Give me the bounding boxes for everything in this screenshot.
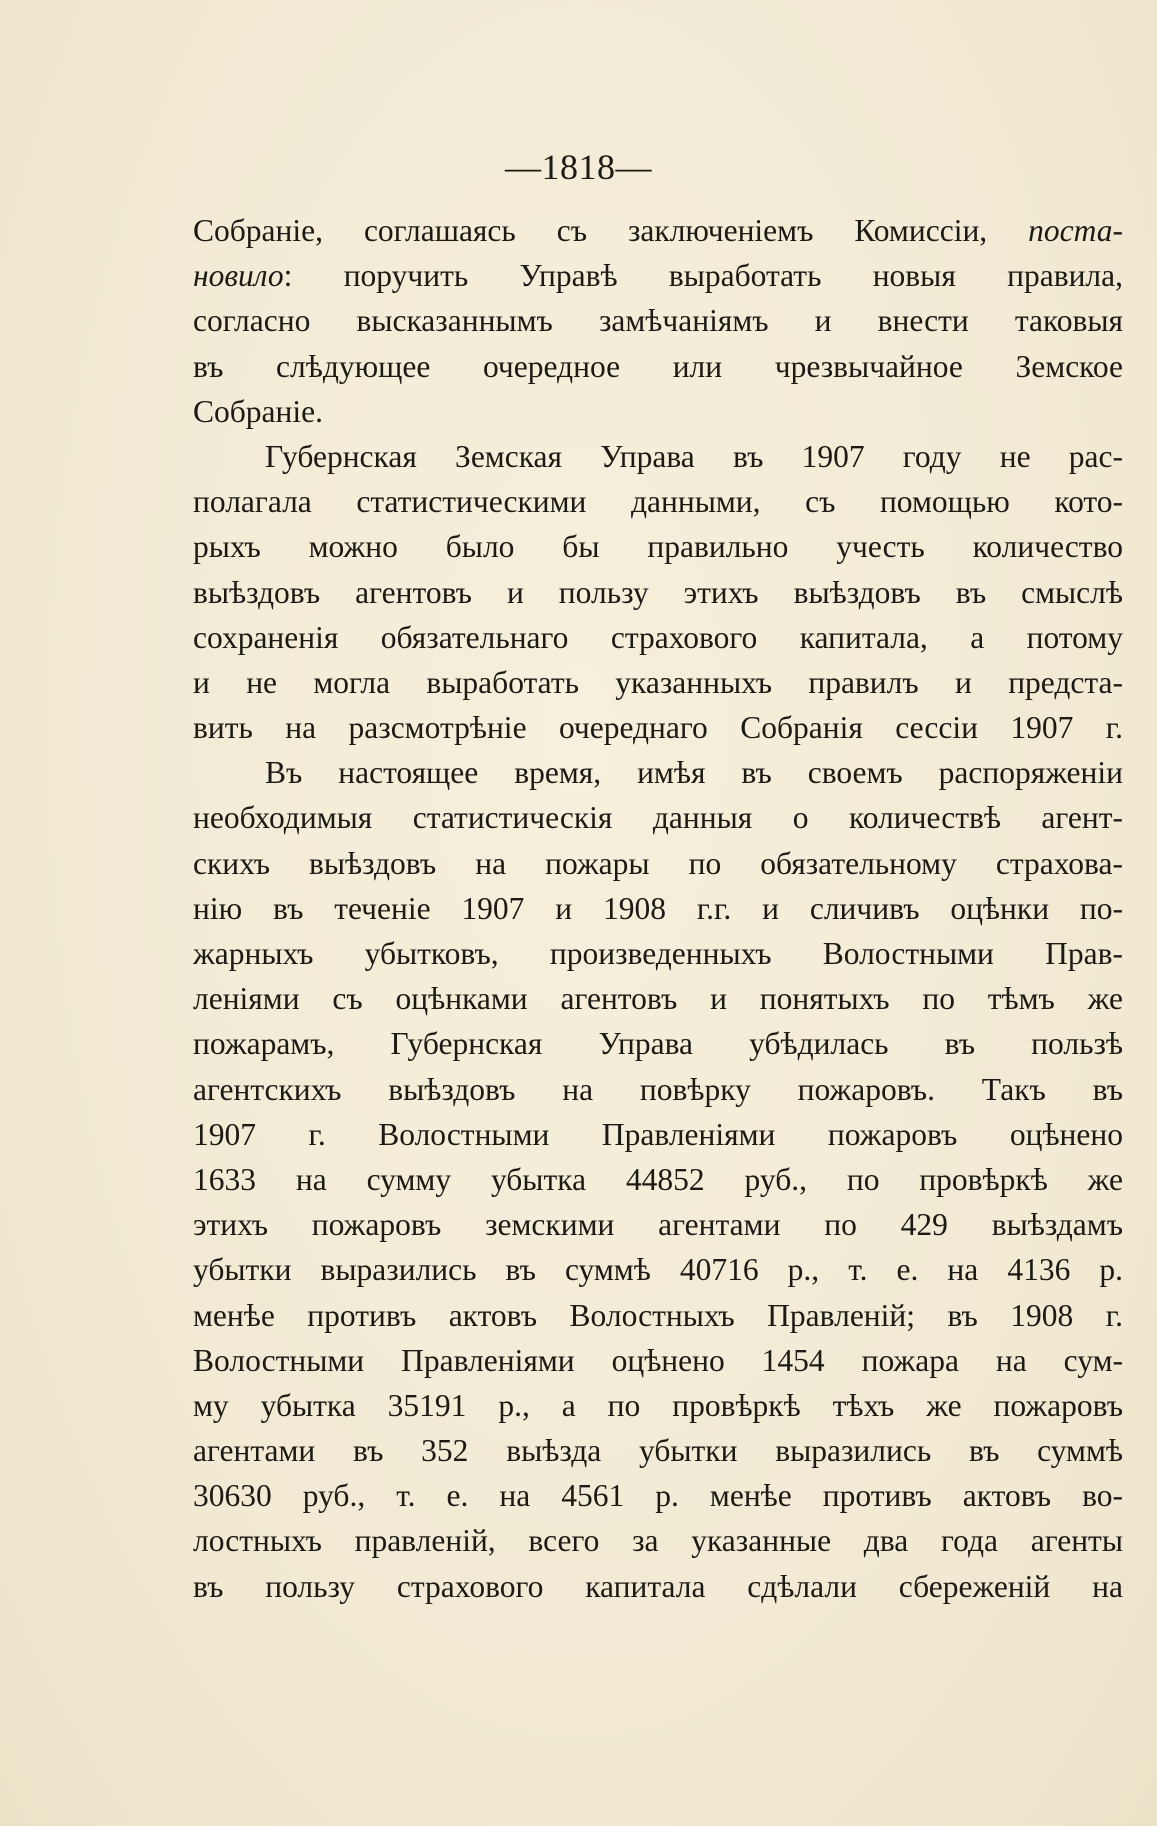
text-segment: агентскихъ выѣздовъ на повѣрку пожаровъ. Такъ въ	[193, 1071, 1123, 1107]
text-line	[193, 479, 1123, 524]
text-segment: Въ настоящее время, имѣя въ своемъ распоряженіи	[265, 755, 1123, 791]
text-segment: пожарамъ, Губернская Управа убѣдилась въ пользѣ	[193, 1026, 1123, 1062]
text-line	[193, 344, 1123, 389]
text-segment: леніями съ оцѣнками агентовъ и понятыхъ по тѣмъ же	[193, 981, 1123, 1017]
text-line	[193, 1428, 1123, 1473]
page-number: —1818—	[505, 147, 652, 187]
text-line	[193, 1067, 1123, 1112]
text-segment: му убытка 35191 р., а по провѣркѣ тѣхъ же пожаровъ	[193, 1387, 1123, 1423]
text-line	[193, 1383, 1123, 1428]
text-line	[193, 976, 1123, 1021]
text-line	[193, 750, 1123, 795]
text-line	[193, 524, 1123, 569]
text-segment: этихъ пожаровъ земскими агентами по 429 выѣздамъ	[193, 1207, 1123, 1243]
text-line	[193, 705, 1123, 750]
text-line	[193, 1157, 1123, 1202]
text-segment: жарныхъ убытковъ, произведенныхъ Волостными Прав-	[193, 936, 1123, 971]
text-segment: 30630 руб., т. е. на 4561 р. менѣе противъ актовъ во-	[193, 1478, 1123, 1514]
text-line	[193, 1338, 1123, 1383]
text-line	[193, 389, 1123, 434]
text-line	[193, 1564, 1123, 1609]
text-segment: и не могла выработать указанныхъ правилъ и предста-	[193, 664, 1123, 700]
text-line	[193, 1112, 1123, 1157]
text-line	[193, 660, 1123, 705]
text-segment: лостныхъ правленій, всего за указанные два года агенты	[193, 1523, 1123, 1559]
text-segment: скихъ выѣздовъ на пожары по обязательному страхова-	[193, 845, 1123, 881]
text-segment: убытки выразились въ суммѣ 40716 р., т. е. на 4136 р.	[193, 1252, 1123, 1288]
text-segment: сохраненія обязательнаго страхового капитала, а потому	[193, 619, 1123, 655]
text-segment: выѣздовъ агентовъ и пользу этихъ выѣздовъ въ смыслѣ	[193, 574, 1123, 610]
text-segment: нію въ теченіе 1907 и 1908 г.г. и сличивъ оцѣнки по-	[193, 890, 1123, 926]
text-segment: вить на разсмотрѣніе очереднаго Собранія сессіи 1907 г.	[193, 710, 1123, 746]
text-segment: менѣе противъ актовъ Волостныхъ Правленій; въ 1908 г.	[193, 1297, 1123, 1333]
text-line	[193, 841, 1123, 886]
text-segment: Собраніе, соглашаясь съ заключеніемъ Комиссіи,	[193, 213, 1029, 248]
text-segment: Собраніе.	[193, 393, 323, 429]
body-text	[193, 208, 1123, 1609]
text-line	[193, 1247, 1123, 1292]
text-line	[193, 1293, 1123, 1338]
text-segment: въ слѣдующее очередное или чрезвычайное Земское	[193, 348, 1123, 384]
text-line	[193, 434, 1123, 479]
text-line	[193, 1473, 1123, 1518]
text-line	[193, 886, 1123, 931]
text-line	[193, 298, 1123, 343]
text-segment: Губернская Земская Управа въ 1907 году не рас-	[265, 438, 1123, 474]
text-segment: полагала статистическими данными, съ помощью кото-	[193, 484, 1123, 520]
text-segment: : поручить Управѣ выработать новыя правила,	[283, 258, 1123, 294]
text-segment: необходимыя статистическія данныя о количествѣ агент-	[193, 800, 1123, 836]
text-line	[193, 931, 1123, 976]
italic-text: поста-	[1028, 213, 1123, 248]
text-segment: согласно высказаннымъ замѣчаніямъ и внести таковыя	[193, 303, 1123, 339]
text-line	[193, 208, 1123, 253]
text-line	[193, 1202, 1123, 1247]
text-line	[193, 1518, 1123, 1563]
text-segment: агентами въ 352 выѣзда убытки выразились въ суммѣ	[193, 1433, 1123, 1469]
italic-text: новило	[193, 258, 284, 294]
text-segment: 1907 г. Волостными Правленіями пожаровъ оцѣнено	[193, 1116, 1123, 1152]
text-segment: рыхъ можно было бы правильно учесть количество	[193, 529, 1123, 565]
text-line	[193, 795, 1123, 840]
text-segment: Волостными Правленіями оцѣнено 1454 пожара на сум-	[193, 1342, 1123, 1378]
text-line	[193, 253, 1123, 298]
text-line	[193, 1021, 1123, 1066]
text-segment: 1633 на сумму убытка 44852 руб., по провѣркѣ же	[193, 1161, 1123, 1197]
text-line	[193, 570, 1123, 615]
text-line	[193, 615, 1123, 660]
text-segment: въ пользу страхового капитала сдѣлали сбереженій на	[193, 1568, 1123, 1604]
